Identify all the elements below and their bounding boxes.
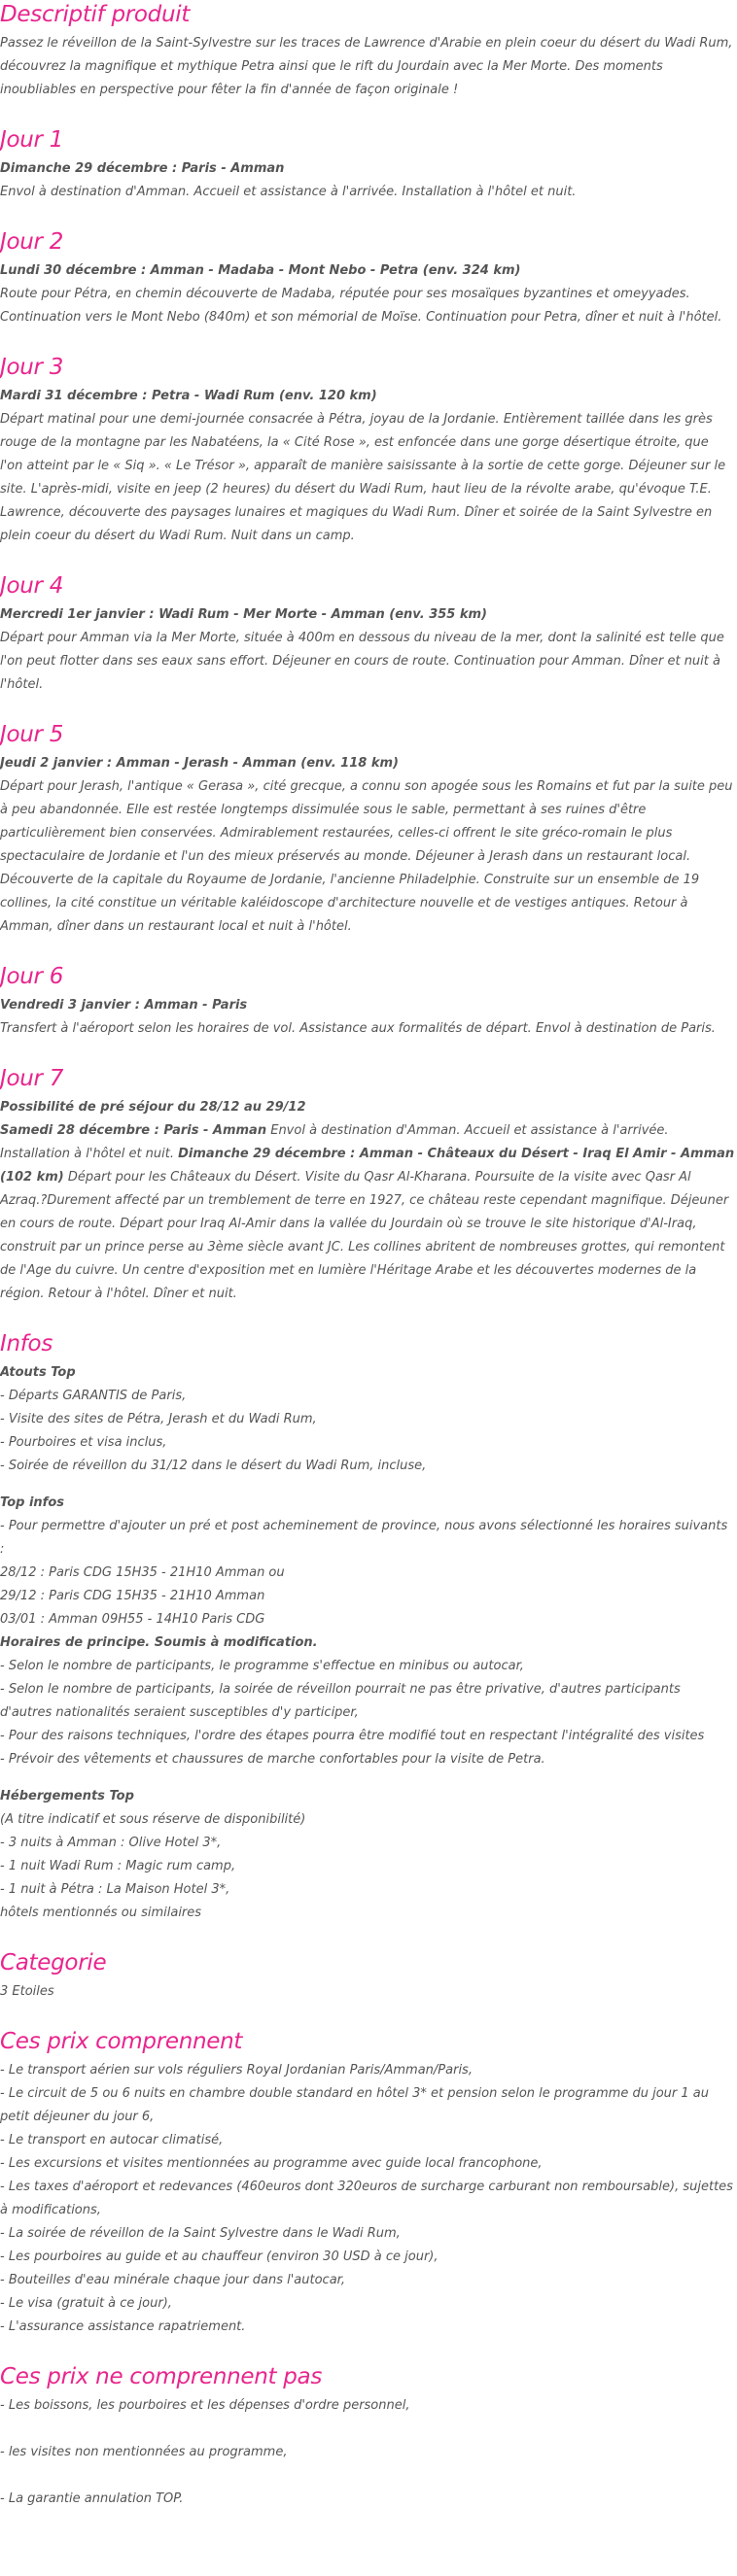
- list-item: - Les excursions et visites mentionnées au programme avec guide local francophone,: [0, 2156, 543, 2171]
- list-item: - Visite des sites de Pétra, Jerash et du Wadi Rum,: [0, 1412, 317, 1426]
- pre-sejour-day-2-title: Dimanche 29 décembre : Amman - Châteaux du Désert - Iraq El Amir - Amman (102 km): [0, 1147, 735, 1185]
- list-item: - Prévoir des vêtements et chaussures de marche confortables pour la visite de Petra.: [0, 1752, 545, 1767]
- pre-sejour-day-2-text: Départ pour les Châteaux du Désert. Visite du Qasr Al-Kharana. Poursuite de la visite avec Qasr Al Azraq.?Durement affecté par un tremblement de terre en 1927, ce château reste cependant magnifique. Déjeuner en cours de route. Départ pour Iraq Al-Amir dans la vallée du Jourdain où se trouve le site historique d'Al-Iraq, construit par un prince perse au 3ème siècle avant JC. Les collines abritent de nombreuses grottes, qui remontent de l'Age du cuivre. Un centre d'exposition met en lumière l'Héritage Arabe et les découvertes modernes de la région. Retour à l'hôtel. Dîner et nuit.: [0, 1170, 729, 1301]
- list-item: - Le circuit de 5 ou 6 nuits en chambre double standard en hôtel 3* et pension selon le programme du jour 1 au petit déjeuner du jour 6,: [0, 2086, 709, 2124]
- infos-heading: Infos: [0, 1331, 53, 1357]
- day-subtitle: Mercredi 1er janvier : Wadi Rum - Mer Morte - Amman (env. 355 km): [0, 607, 487, 622]
- day-subtitle: Mardi 31 décembre : Petra - Wadi Rum (env. 120 km): [0, 389, 377, 403]
- list-item: - Selon le nombre de participants, le programme s'effectue en minibus ou autocar,: [0, 1659, 524, 1673]
- list-item: - Le transport en autocar climatisé,: [0, 2133, 224, 2147]
- day-subtitle: Dimanche 29 décembre : Paris - Amman: [0, 161, 285, 176]
- list-item: - 1 nuit Wadi Rum : Magic rum camp,: [0, 1859, 236, 1873]
- descriptif-text: Passez le réveillon de la Saint-Sylvestre sur les traces de Lawrence d'Arabie en plein coeur du désert du Wadi Rum, découvrez la magnifique et mythique Petra ainsi que le rift du Jourdain avec la Mer Morte. Des moments inoubliables en perspective pour fêter la fin d'année de façon originale !: [0, 36, 733, 97]
- day-1-section: [0, 125, 735, 204]
- day-text: Départ matinal pour une demi-journée consacrée à Pétra, joyau de la Jordanie. Entièrement taillée dans les grès rouge de la montagne par les Nabatéens, la « Cité Rose », est enfoncée dans une gorge désertique étroite, que l'on atteint par le « Siq ». « Le Trésor », apparaît de manière saisissante à la sortie de cette gorge. Déjeuner sur le site. L'après-midi, visite en jeep (2 heures) du désert du Wadi Rum, haut lieu de la révolte arabe, qu'évoque T.E. Lawrence, découverte des paysages lunaires et magiques du Wadi Rum. Dîner et soirée de la Saint Sylvestre en plein coeur du désert du Wadi Rum. Nuit dans un camp.: [0, 412, 726, 543]
- comprennent-heading: Ces prix comprennent: [0, 2029, 243, 2054]
- day-2-section: [0, 227, 735, 329]
- day-text: Départ pour Jerash, l'antique « Gerasa », cité grecque, a connu son apogée sous les Romains et fut par la suite peu à peu abandonnée. Elle est restée longtemps dissimulée sous le sable, permettant à ses ruines d'être particulièrement bien conservées. Admirablement restaurées, celles-ci offrent le site gréco-romain le plus spectaculaire de Jordanie et l'un des mieux préservés au monde. Déjeuner à Jerash dans un restaurant local. Découverte de la capitale du Royaume de Jordanie, l'ancienne Philadelphie. Construite sur un ensemble de 19 collines, la cité constitue un véritable kaléidoscope d'architecture nouvelle et de vestiges antiques. Retour à Amman, dîner dans un restaurant local et nuit à l'hôtel.: [0, 779, 733, 934]
- hebergements-block: [0, 1785, 735, 1925]
- day-heading: Jour 3: [0, 355, 64, 380]
- list-item: - Soirée de réveillon du 31/12 dans le désert du Wadi Rum, incluse,: [0, 1459, 427, 1473]
- descriptif-section: [0, 0, 735, 102]
- day-5-section: [0, 720, 735, 939]
- list-item: - L'assurance assistance rapatriement.: [0, 2319, 246, 2334]
- day-heading: Jour 6: [0, 964, 64, 989]
- list-item: - Bouteilles d'eau minérale chaque jour dans l'autocar,: [0, 2273, 345, 2287]
- day-text: Départ pour Amman via la Mer Morte, située à 400m en dessous du niveau de la mer, dont la salinité est telle que l'on peut flotter dans ses eaux sans effort. Déjeuner en cours de route. Continuation pour Amman. Dîner et nuit à l'hôtel.: [0, 631, 724, 692]
- day-subtitle: Possibilité de pré séjour du 28/12 au 29/12: [0, 1100, 306, 1115]
- day-heading: Jour 2: [0, 229, 64, 255]
- day-6-section: [0, 962, 735, 1041]
- list-item: - Selon le nombre de participants, la soirée de réveillon pourrait ne pas être privative, d'autres participants d'autres nationalités seraient susceptibles d'y participer,: [0, 1682, 681, 1720]
- top-infos-title: Top infos: [0, 1495, 64, 1510]
- list-item: - Les taxes d'aéroport et redevances (460euros dont 320euros de surcharge carburant non remboursable), sujettes à modifications,: [0, 2180, 733, 2217]
- day-7-section: [0, 1064, 735, 1306]
- day-heading: Jour 1: [0, 127, 64, 153]
- list-item: - Le transport aérien sur vols réguliers Royal Jordanian Paris/Amman/Paris,: [0, 2063, 473, 2078]
- list-item: hôtels mentionnés ou similaires: [0, 1906, 202, 1920]
- list-item: - Les boissons, les pourboires et les dépenses d'ordre personnel,: [0, 2398, 410, 2413]
- hebergements-title: Hébergements Top: [0, 1789, 134, 1803]
- day-subtitle: Lundi 30 décembre : Amman - Madaba - Mont Nebo - Petra (env. 324 km): [0, 263, 521, 278]
- day-text: Envol à destination d'Amman. Accueil et assistance à l'arrivée. Installation à l'hôtel et nuit.: [0, 185, 577, 199]
- list-item: 29/12 : Paris CDG 15H35 - 21H10 Amman: [0, 1589, 265, 1603]
- list-item: 28/12 : Paris CDG 15H35 - 21H10 Amman ou: [0, 1565, 285, 1580]
- list-item: - Les pourboires au guide et au chauffeur (environ 30 USD à ce jour),: [0, 2250, 439, 2264]
- ne-comprennent-section: [0, 2362, 735, 2511]
- list-item: (A titre indicatif et sous réserve de disponibilité): [0, 1812, 306, 1827]
- day-subtitle: Vendredi 3 janvier : Amman - Paris: [0, 998, 248, 1013]
- list-item: - Pour des raisons techniques, l'ordre des étapes pourra être modifié tout en respectant l'intégralité des visites: [0, 1729, 705, 1743]
- day-4-section: [0, 571, 735, 697]
- day-heading: Jour 7: [0, 1066, 64, 1091]
- pre-sejour-day-1-title: Samedi 28 décembre : Paris - Amman: [0, 1123, 267, 1138]
- comprennent-section: [0, 2027, 735, 2339]
- horaires-note: Horaires de principe. Soumis à modification.: [0, 1635, 318, 1650]
- day-text: Route pour Pétra, en chemin découverte de Madaba, réputée pour ses mosaïques byzantines et omeyyades. Continuation vers le Mont Nebo (840m) et son mémorial de Moïse. Continuation pour Petra, dîner et nuit à l'hôtel.: [0, 287, 722, 325]
- list-item: 03/01 : Amman 09H55 - 14H10 Paris CDG: [0, 1612, 265, 1627]
- pre-sejour-day-1-text: Envol à destination d'Amman. Accueil et assistance à l'arrivée. Installation à l'hôtel et nuit.: [0, 1123, 669, 1161]
- infos-section: [0, 1329, 735, 1925]
- list-item: - La garantie annulation TOP.: [0, 2491, 184, 2506]
- descriptif-heading: Descriptif produit: [0, 2, 191, 27]
- list-item: - 3 nuits à Amman : Olive Hotel 3*,: [0, 1836, 222, 1850]
- list-item: - Départs GARANTIS de Paris,: [0, 1389, 187, 1403]
- day-7-text: [0, 1119, 735, 1306]
- categorie-heading: Categorie: [0, 1950, 107, 1975]
- atouts-block: [0, 1361, 735, 1478]
- list-item: - les visites non mentionnées au programme,: [0, 2445, 288, 2459]
- list-item: - Pourboires et visa inclus,: [0, 1435, 167, 1450]
- atouts-title: Atouts Top: [0, 1365, 76, 1380]
- list-item: - Le visa (gratuit à ce jour),: [0, 2296, 172, 2311]
- day-heading: Jour 4: [0, 573, 64, 599]
- day-subtitle: Jeudi 2 janvier : Amman - Jerash - Amman (env. 118 km): [0, 756, 399, 771]
- categorie-value: 3 Etoiles: [0, 1984, 54, 1999]
- list-item: - Pour permettre d'ajouter un pré et post acheminement de province, nous avons sélectionné les horaires suivants :: [0, 1519, 728, 1557]
- day-text: Transfert à l'aéroport selon les horaires de vol. Assistance aux formalités de départ. Envol à destination de Paris.: [0, 1021, 716, 1036]
- list-item: - 1 nuit à Pétra : La Maison Hotel 3*,: [0, 1882, 230, 1897]
- ne-comprennent-heading: Ces prix ne comprennent pas: [0, 2364, 323, 2389]
- categorie-section: [0, 1948, 735, 2004]
- day-heading: Jour 5: [0, 722, 64, 747]
- day-3-section: [0, 353, 735, 548]
- list-item: - La soirée de réveillon de la Saint Sylvestre dans le Wadi Rum,: [0, 2226, 401, 2241]
- top-infos-block: [0, 1492, 735, 1771]
